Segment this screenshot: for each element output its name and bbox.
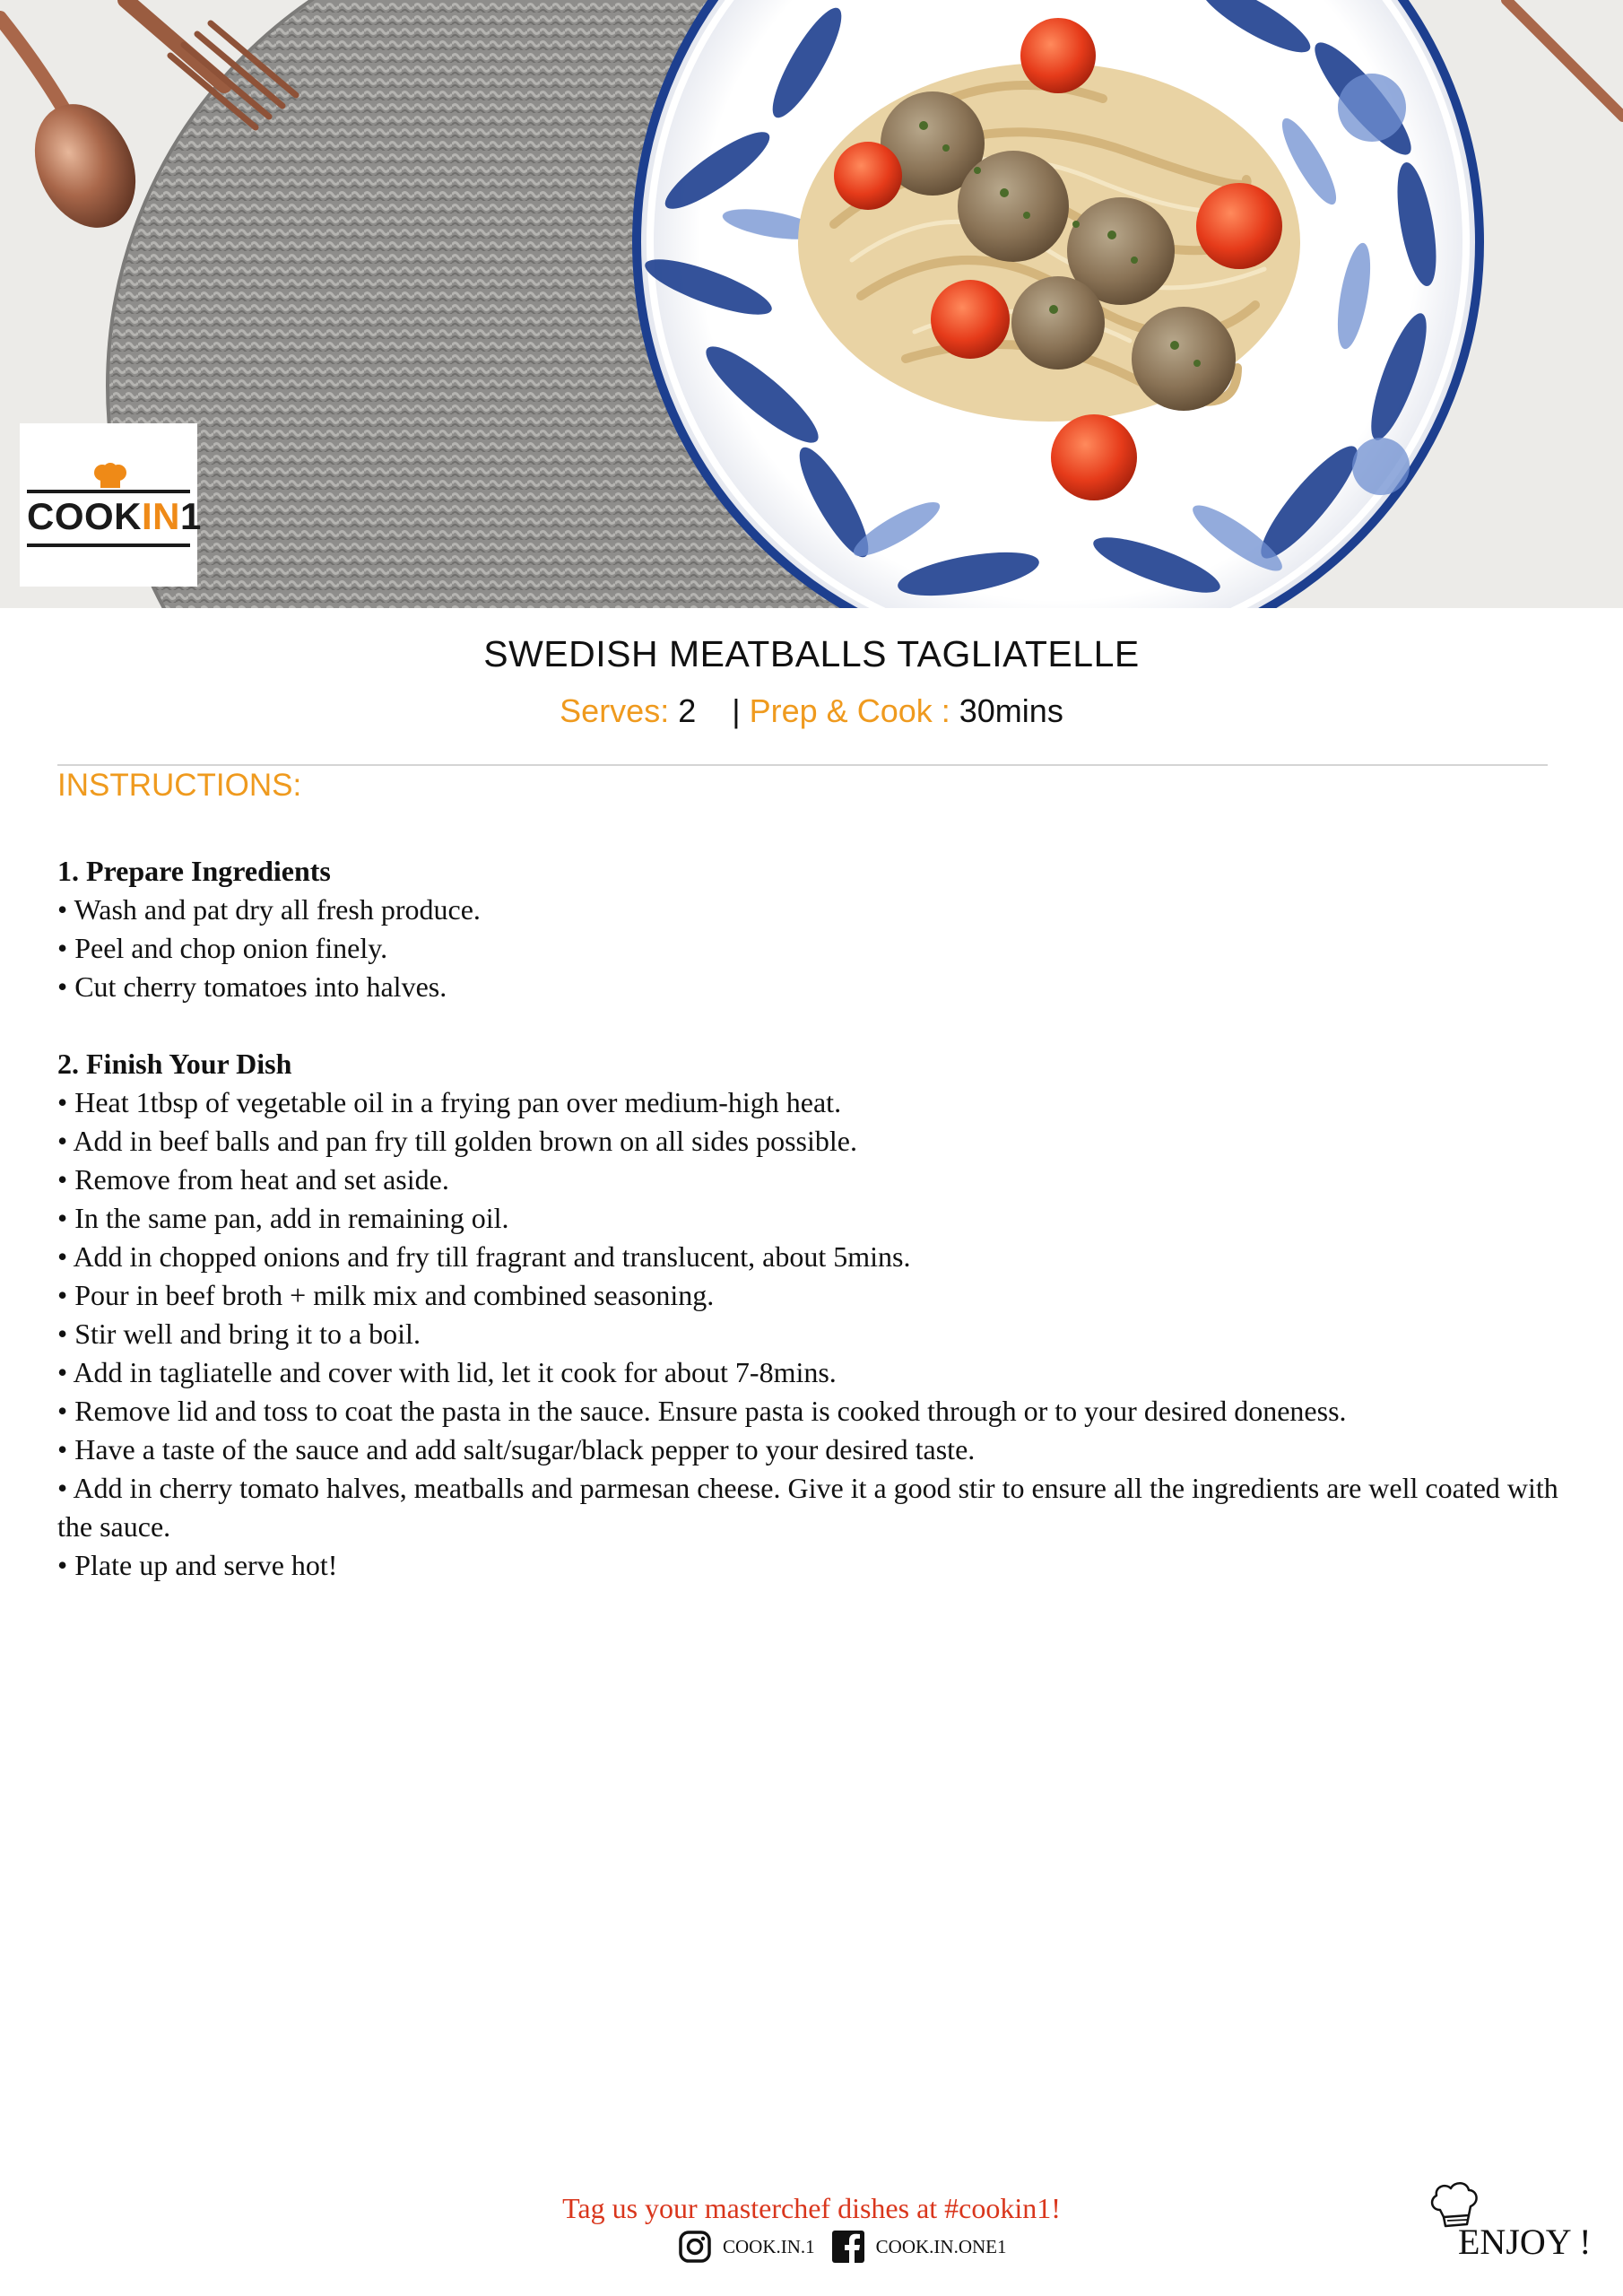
instagram-icon[interactable]: [678, 2230, 712, 2264]
step-item: • In the same pan, add in remaining oil.: [57, 1202, 509, 1234]
prep-label: Prep & Cook :: [749, 692, 950, 729]
facebook-handle[interactable]: COOK.IN.ONE1: [875, 2235, 1007, 2257]
step-item: • Add in chopped onions and fry till fragrant and translucent, about 5mins.: [57, 1240, 911, 1273]
instructions-heading: INSTRUCTIONS:: [57, 768, 302, 803]
step-item: • Add in cherry tomato halves, meatballs and parmesan cheese. Give it a good stir to ensure all the ingredients are well coated with the sauce.: [57, 1472, 1558, 1543]
step-section: [57, 852, 1564, 1006]
step-item: • Wash and pat dry all fresh produce.: [57, 893, 481, 926]
step-item: • Peel and chop onion finely.: [57, 932, 388, 964]
instagram-handle[interactable]: COOK.IN.1: [723, 2235, 815, 2257]
step-item: • Heat 1tbsp of vegetable oil in a frying pan over medium-high heat.: [57, 1086, 842, 1118]
step-gap: [57, 1006, 1564, 1045]
instructions-body: [57, 852, 1564, 1585]
recipe-meta: [0, 692, 1623, 730]
logo-rule-bottom: [27, 544, 190, 547]
step-title: 1. Prepare Ingredients: [57, 855, 331, 887]
step-item: • Plate up and serve hot!: [57, 1549, 338, 1581]
dish-photo-illustration: [0, 0, 1623, 608]
enjoy-text: ENJOY !: [1458, 2222, 1592, 2262]
cookin1-logo: [20, 423, 202, 587]
footer-tagline: Tag us your masterchef dishes at #cookin1!: [562, 2192, 1061, 2224]
step-item: • Remove lid and toss to coat the pasta in the sauce. Ensure pasta is cooked through or to your desired doneness.: [57, 1395, 1347, 1427]
divider: [57, 764, 1548, 766]
prep-value: 30mins: [959, 692, 1063, 729]
serves-label: Serves:: [560, 692, 670, 729]
step-title: 2. Finish Your Dish: [57, 1048, 292, 1080]
step-item: • Add in beef balls and pan fry till golden brown on all sides possible.: [57, 1125, 857, 1157]
step-item: • Have a taste of the sauce and add salt/sugar/black pepper to your desired taste.: [57, 1433, 976, 1465]
hero-photo: [0, 0, 1623, 608]
step-item: • Pour in beef broth + milk mix and combined seasoning.: [57, 1279, 715, 1311]
step-item: • Stir well and bring it to a boil.: [57, 1318, 421, 1350]
logo-wordmark: COOKIN1: [27, 495, 202, 537]
step-item: • Cut cherry tomatoes into halves.: [57, 970, 447, 1003]
step-item: • Remove from heat and set aside.: [57, 1163, 449, 1196]
recipe-title: SWEDISH MEATBALLS TAGLIATELLE: [483, 633, 1140, 674]
meta-separator: |: [732, 692, 741, 729]
serves-value: 2: [678, 692, 697, 729]
facebook-icon[interactable]: [831, 2230, 865, 2264]
step-item: • Add in tagliatelle and cover with lid, let it cook for about 7-8mins.: [57, 1356, 837, 1388]
logo-rule-top: [27, 490, 190, 493]
chef-hat-logo-icon: [93, 463, 127, 490]
step-section: [57, 1045, 1564, 1585]
social-links: [678, 2229, 1023, 2265]
